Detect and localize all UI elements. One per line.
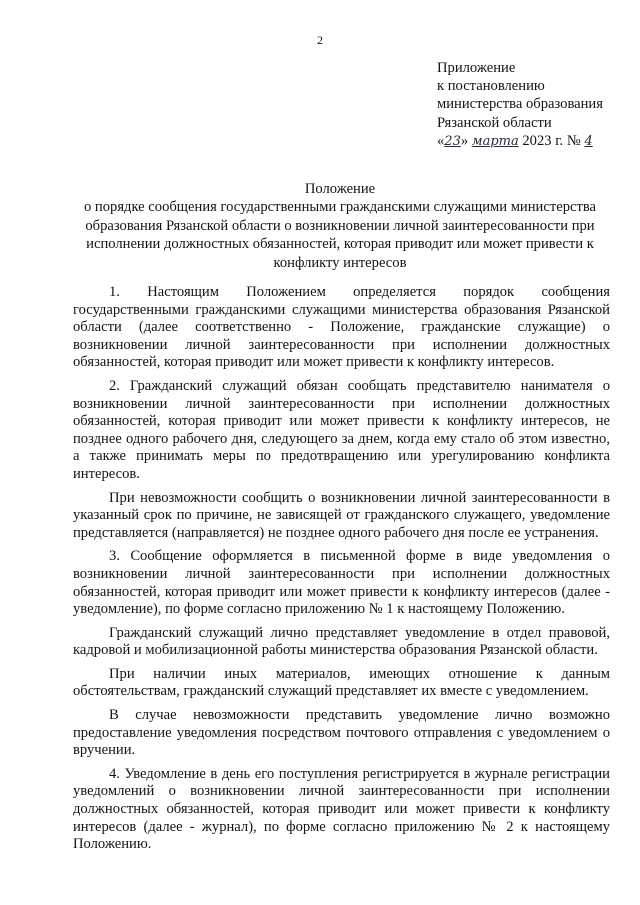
appendix-line: министерства образования	[437, 96, 603, 113]
paragraph: 4. Уведомление в день его поступления регистрируется в журнале регистрации уведомлений о возникновении личной заинтересованности при исполнении должностных обязанностей, которая приводит или может привести к конфликту интересов (далее - журнал), по форме согласно приложению № 2 к настоящему Положению.	[73, 765, 610, 853]
appendix-line: Рязанской области	[437, 114, 552, 131]
handwritten-day: 23	[444, 133, 461, 149]
appendix-date-line	[437, 132, 637, 151]
appendix-header	[437, 59, 637, 151]
paragraph: Гражданский служащий лично представляет уведомление в отдел правовой, кадровой и мобилизационной работы министерства образования Рязанской области.	[73, 624, 610, 659]
title-subtitle: о порядке сообщения государственными гражданскими служащими министерства образования Рязанской области о возникновении личной заинтересованности при исполнении должностных обязанностей, которая приводит или может привести к конфликту интересов	[83, 199, 597, 271]
handwritten-number: 4	[584, 133, 593, 149]
page-number: 2	[317, 33, 323, 47]
paragraph: 3. Сообщение оформляется в письменной форме в виде уведомления о возникновении личной заинтересованности при исполнении должностных обязанностей, которая приводит или может привести к конфликту интересов (далее - уведомление), по форме согласно приложению № 1 к настоящему Положению.	[73, 548, 610, 618]
appendix-line: Приложение	[437, 60, 516, 76]
paragraph: При наличии иных материалов, имеющих отношение к данным обстоятельствам, гражданский служащий представляет их вместе с уведомлением.	[73, 665, 610, 700]
paragraph: 1. Настоящим Положением определяется порядок сообщения государственными гражданскими служащими министерства образования Рязанской области (далее соответственно - Положение, гражданские служащие) о возникновении личной заинтересованности при исполнении должностных обязанностей, которая приводит или может привести к конфликту интересов.	[73, 284, 610, 371]
date-quote-open: «	[437, 132, 445, 149]
paragraph: В случае невозможности представить уведомление лично возможно предоставление уведомления посредством почтового отправления с уведомлением о вручении.	[73, 707, 610, 759]
title-heading: Положение	[304, 181, 376, 197]
year-text: 2023 г. №	[518, 132, 585, 149]
document-title	[70, 180, 610, 272]
handwritten-month: марта	[471, 133, 519, 149]
document-body	[73, 284, 610, 860]
paragraph: 2. Гражданский служащий обязан сообщать представителю нанимателя о возникновении личной заинтересованности при исполнении должностных обязанностей, которая приводит или может привести к конфликту интересов, не позднее одного рабочего дня, следующего за днем, когда ему стало об этом известно, а также принимать меры по предотвращению или урегулированию конфликта интересов.	[73, 377, 610, 482]
appendix-line: к постановлению	[437, 78, 545, 95]
paragraph: При невозможности сообщить о возникновении личной заинтересованности в указанный срок по причине, не зависящей от гражданского служащего, уведомление представляется (направляется) не позднее одного рабочего дня после ее устранения.	[73, 489, 610, 541]
date-quote-close: »	[460, 132, 469, 149]
